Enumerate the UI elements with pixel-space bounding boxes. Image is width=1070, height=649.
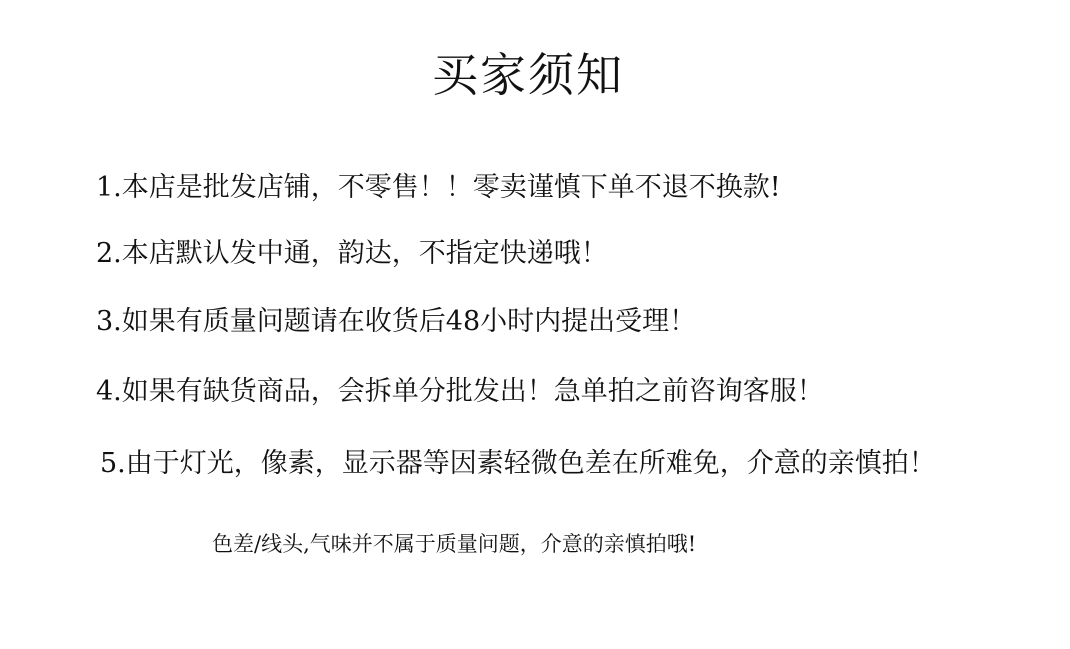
notice-item-1: 1.本店是批发店铺，不零售！！零卖谨慎下单不退不换款! bbox=[96, 172, 781, 203]
notice-item-2: 2.本店默认发中通，韵达，不指定快递哦！ bbox=[96, 238, 608, 269]
footnote: 色差/线头,气味并不属于质量问题，介意的亲慎拍哦! bbox=[212, 532, 697, 556]
notice-item-3: 3.如果有质量问题请在收货后48小时内提出受理！ bbox=[96, 306, 697, 337]
page-title: 买家须知 bbox=[432, 48, 624, 102]
notice-item-4: 4.如果有缺货商品，会拆单分批发出！急单拍之前咨询客服！ bbox=[96, 376, 824, 407]
notice-item-5: 5.由于灯光，像素，显示器等因素轻微色差在所难免，介意的亲慎拍！ bbox=[100, 448, 936, 479]
